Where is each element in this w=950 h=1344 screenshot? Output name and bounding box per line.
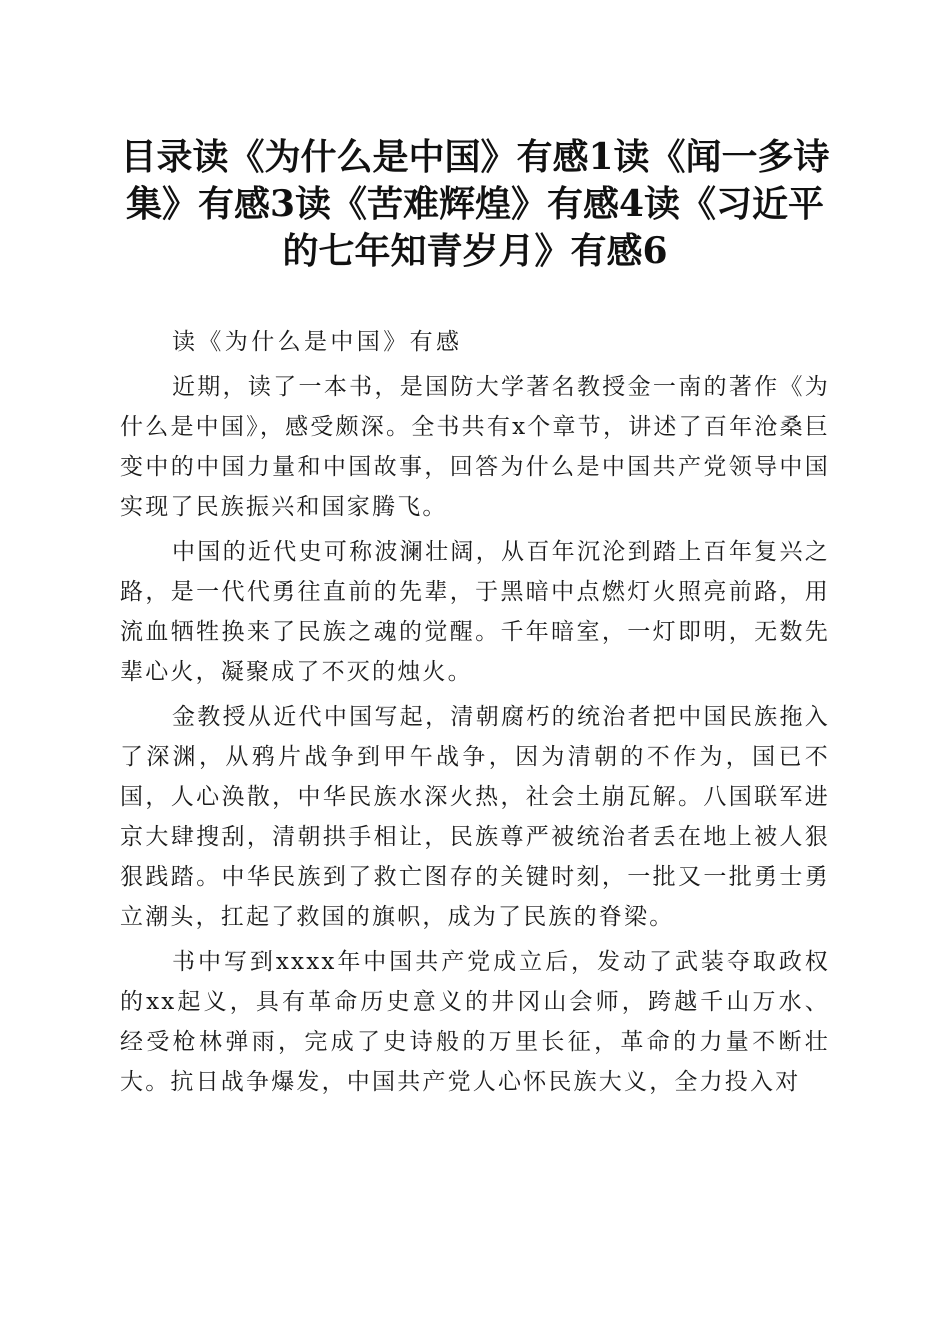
paragraph: 近期，读了一本书，是国防大学著名教授金一南的著作《为什么是中国》，感受颇深。全书共有x个章节，讲述了百年沧桑巨变中的中国力量和中国故事，回答为什么是中国共产党领导中国实现了民族振兴和国家腾飞。 — [120, 374, 830, 520]
document-body — [120, 322, 830, 1107]
paragraph: 中国的近代史可称波澜壮阔，从百年沉沦到踏上百年复兴之路，是一代代勇往直前的先辈，于黑暗中点燃灯火照亮前路，用流血牺牲换来了民族之魂的觉醒。千年暗室，一灯即明，无数先辈心火，凝聚成了不灭的烛火。 — [120, 539, 830, 685]
paragraph: 金教授从近代中国写起，清朝腐朽的统治者把中国民族拖入了深渊，从鸦片战争到甲午战争，因为清朝的不作为，国已不国，人心涣散，中华民族水深火热，社会土崩瓦解。八国联军进京大肆搜刮，清朝拱手相让，民族尊严被统治者丢在地上被人狠狠践踏。中华民族到了救亡图存的关键时刻，一批又一批勇士勇立潮头，扛起了救国的旗帜，成为了民族的脊梁。 — [120, 704, 830, 930]
section-heading: 读《为什么是中国》有感 — [172, 329, 463, 355]
paragraph: 书中写到xxxx年中国共产党成立后，发动了武装夺取政权的xx起义，具有革命历史意义的井冈山会师，跨越千山万水、经受枪林弹雨，完成了史诗般的万里长征，革命的力量不断壮大。抗日战争爆发，中国共产党人心怀民族大义，全力投入对 — [120, 949, 830, 1095]
document-title: 目录读《为什么是中国》有感1读《闻一多诗集》有感3读《苦难辉煌》有感4读《习近平的七年知青岁月》有感6 — [120, 136, 830, 272]
